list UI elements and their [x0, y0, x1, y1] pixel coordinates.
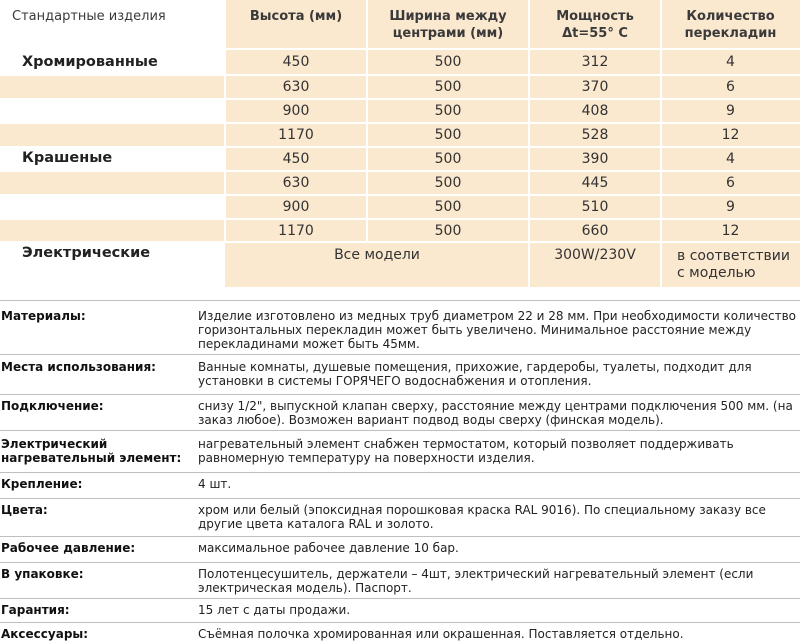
cell-power: 660 [581, 223, 609, 239]
property-label: Электрический нагревательный элемент: [1, 437, 182, 465]
header-power-line1: Мощность [556, 9, 634, 24]
cell-width: 500 [434, 127, 462, 143]
header-product: Стандартные изделия [12, 9, 166, 24]
cell-height: 630 [282, 175, 310, 191]
group-label-electric: Электрические [22, 245, 151, 261]
table-header-row [0, 0, 800, 48]
property-row [0, 598, 800, 623]
table-row [0, 76, 800, 98]
cell-width: 500 [434, 199, 462, 215]
table-row [0, 124, 800, 146]
property-row [0, 472, 800, 499]
property-text: Полотенцесушитель, держатели – 4шт, электрический нагревательный элемент (если электрическая модель). Паспорт. [198, 567, 754, 595]
property-label: Подключение: [1, 399, 104, 413]
cell-height: 900 [282, 103, 310, 119]
property-text: Ванные комнаты, душевые помещения, прихожие, гардеробы, туалеты, подходит для установки в системы ГОРЯЧЕГО водоснабжения и отопления. [198, 360, 752, 388]
property-row [0, 536, 800, 563]
header-width-line2: центрами (мм) [392, 26, 504, 41]
property-text: 4 шт. [198, 477, 232, 491]
property-label: Гарантия: [1, 603, 70, 617]
property-row [0, 622, 800, 644]
cell-width: 500 [434, 151, 462, 167]
cell-bars: 9 [726, 103, 735, 119]
group-label-chrome: Хромированные [22, 54, 158, 70]
property-text: Съёмная полочка хромированная или окрашенная. Поставляется отдельно. [198, 627, 684, 641]
cell-bars-line2: с моделью [677, 265, 756, 281]
cell-power: 390 [581, 151, 609, 167]
cell-bars: 4 [726, 151, 735, 167]
cell-power: 370 [581, 79, 609, 95]
property-text: максимальное рабочее давление 10 бар. [198, 541, 459, 555]
table-row [0, 148, 800, 170]
cell-width: 500 [434, 175, 462, 191]
cell-bars: 9 [726, 199, 735, 215]
header-height: Высота (мм) [249, 9, 343, 24]
cell-height: 900 [282, 199, 310, 215]
property-text: снизу 1/2", выпускной клапан сверху, расстояние между центрами подключения 500 мм. (на заказ любое). Возможен вариант подвод воды сверху (финская модель). [198, 399, 793, 427]
table-row-electric [0, 243, 800, 287]
property-label: Крепление: [1, 477, 83, 491]
header-bars-line1: Количество [686, 9, 775, 24]
header-width-line1: Ширина между [389, 9, 507, 24]
property-row [0, 430, 800, 471]
property-row [0, 562, 800, 599]
cell-power: 312 [581, 54, 609, 70]
cell-height: 1170 [278, 127, 314, 143]
property-row [0, 498, 800, 535]
cell-width: 500 [434, 223, 462, 239]
column-divider [224, 0, 226, 241]
property-row [0, 394, 800, 431]
column-divider [528, 0, 530, 287]
property-label: Аксессуары: [1, 627, 89, 641]
cell-width: 500 [434, 103, 462, 119]
cell-width: 500 [434, 79, 462, 95]
cell-bars: 12 [721, 223, 740, 239]
property-row [0, 354, 800, 397]
property-label: Материалы: [1, 309, 86, 323]
cell-height: 450 [282, 151, 310, 167]
cell-power: 528 [581, 127, 609, 143]
property-text: 15 лет с даты продажи. [198, 603, 351, 617]
header-power-line2: Δt=55° C [562, 26, 628, 41]
column-divider [660, 0, 662, 287]
property-text: хром или белый (эпоксидная порошковая краска RAL 9016). По специальному заказу все другие цвета каталога RAL и золото. [198, 503, 766, 531]
cell-bars: 6 [726, 175, 735, 191]
property-row [0, 300, 800, 353]
property-label: В упаковке: [1, 567, 84, 581]
spec-table [0, 0, 800, 290]
cell-height: 450 [282, 54, 310, 70]
table-row [0, 172, 800, 194]
table-row [0, 196, 800, 218]
group-label-painted: Крашеные [22, 150, 113, 166]
cell-height: 630 [282, 79, 310, 95]
table-row [0, 100, 800, 122]
cell-bars: 12 [721, 127, 740, 143]
property-label: Цвета: [1, 503, 48, 517]
cell-bars: 4 [726, 54, 735, 70]
property-text: Изделие изготовлено из медных труб диаметром 22 и 28 мм. При необходимости количество горизонтальных перекладин может быть увеличено. Минимальное расстояние между перекладинами может быть 45мм. [198, 309, 796, 351]
cell-width: 500 [434, 54, 462, 70]
property-label: Рабочее давление: [1, 541, 136, 555]
header-bars-line2: перекладин [684, 26, 777, 41]
property-label: Места использования: [1, 360, 156, 374]
cell-power: 510 [581, 199, 609, 215]
column-divider [366, 0, 368, 241]
cell-height: 1170 [278, 223, 314, 239]
cell-power: 445 [581, 175, 609, 191]
cell-bars: 6 [726, 79, 735, 95]
table-row [0, 220, 800, 241]
cell-power: 408 [581, 103, 609, 119]
property-text: нагревательный элемент снабжен термостатом, который позволяет поддерживать равномерную температуру на поверхности изделия. [198, 437, 734, 465]
table-row [0, 50, 800, 74]
cell-models: Все модели [334, 247, 420, 263]
cell-power: 300W/230V [554, 247, 636, 263]
cell-bars-line1: в соответствии [677, 248, 791, 264]
